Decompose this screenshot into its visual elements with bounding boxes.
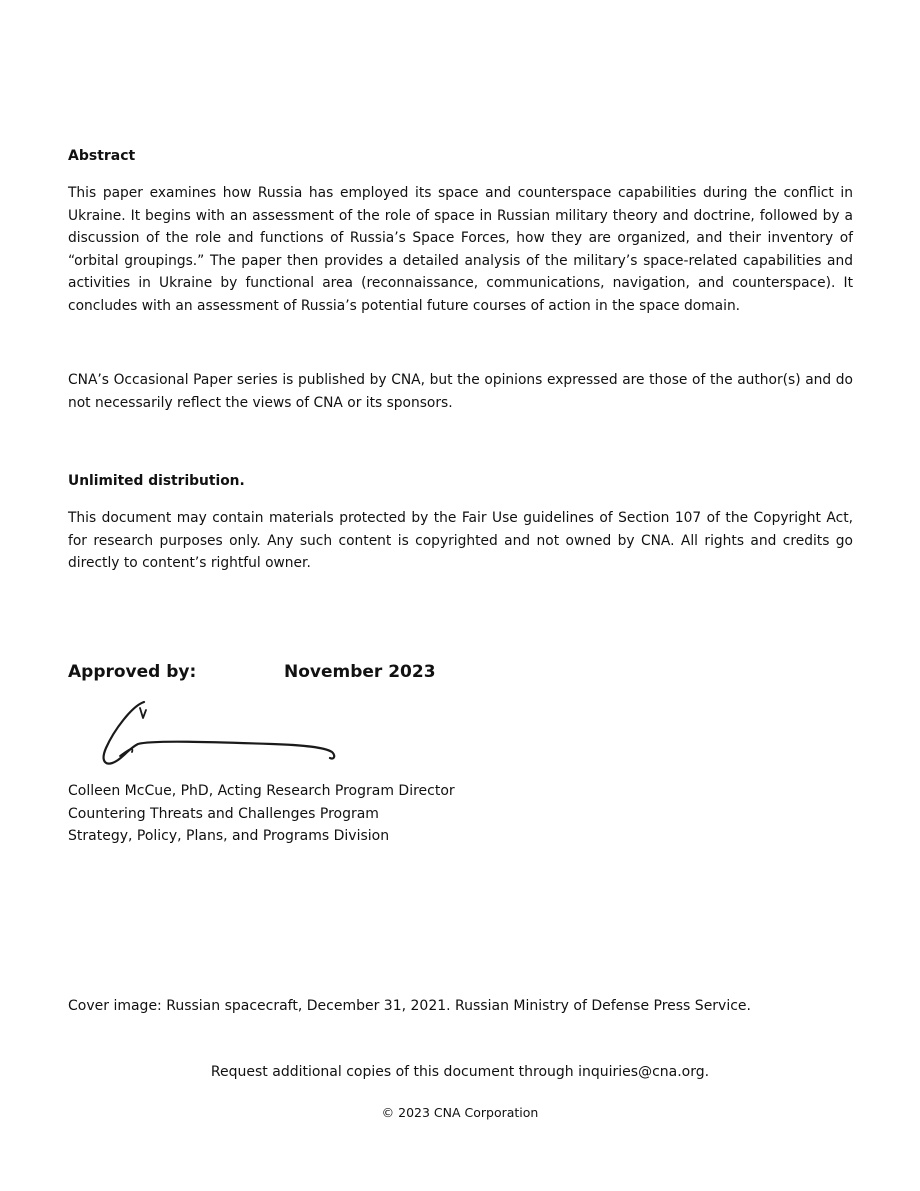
approved-by-label: Approved by: (68, 662, 197, 682)
signatory-name: Colleen McCue, PhD, Acting Research Program Director (68, 783, 455, 799)
series-note: CNA’s Occasional Paper series is published by CNA, but the opinions expressed are those of the author(s) and do not necessarily reflect the views of CNA or its sponsors. (68, 372, 853, 411)
approval-date: November 2023 (284, 662, 436, 682)
signatory-block (68, 780, 455, 848)
signature-image (92, 690, 352, 776)
distribution-body: This document may contain materials protected by the Fair Use guidelines of Section 107 of the Copyright Act, for research purposes only. Any such content is copyrighted and not owned by CNA. All rights and credits go directly to content’s rightful owner. (68, 510, 853, 571)
copyright-notice: © 2023 CNA Corporation (381, 1105, 539, 1120)
abstract-body-container (68, 182, 853, 317)
abstract-heading: Abstract (68, 148, 136, 164)
cover-image-credit: Cover image: Russian spacecraft, December 31, 2021. Russian Ministry of Defense Press Service. (68, 998, 751, 1014)
approval-row (68, 662, 436, 682)
distribution-heading-container (68, 473, 853, 489)
signatory-program: Countering Threats and Challenges Program (68, 805, 379, 822)
abstract-section (68, 148, 853, 164)
signatory-division: Strategy, Policy, Plans, and Programs Division (68, 828, 390, 844)
abstract-body: This paper examines how Russia has employed its space and counterspace capabilities during the conflict in Ukraine. It begins with an assessment of the role of space in Russian military theory and doctrine, followed by a discussion of the role and functions of Russia’s Space Forces, how they are organized, and their inventory of “orbital groupings.” The paper then provides a detailed analysis of the military’s space-related capabilities and activities in Ukraine by functional area (reconnaissance, communications, navigation, and counterspace). It concludes with an assessment of Russia’s potential future courses of action in the space domain. (68, 185, 853, 314)
request-copies-note: Request additional copies of this document through inquiries@cna.org. (210, 1064, 710, 1080)
distribution-heading: Unlimited distribution. (68, 473, 245, 489)
distribution-body-container (68, 507, 853, 575)
series-note-container (68, 369, 853, 414)
